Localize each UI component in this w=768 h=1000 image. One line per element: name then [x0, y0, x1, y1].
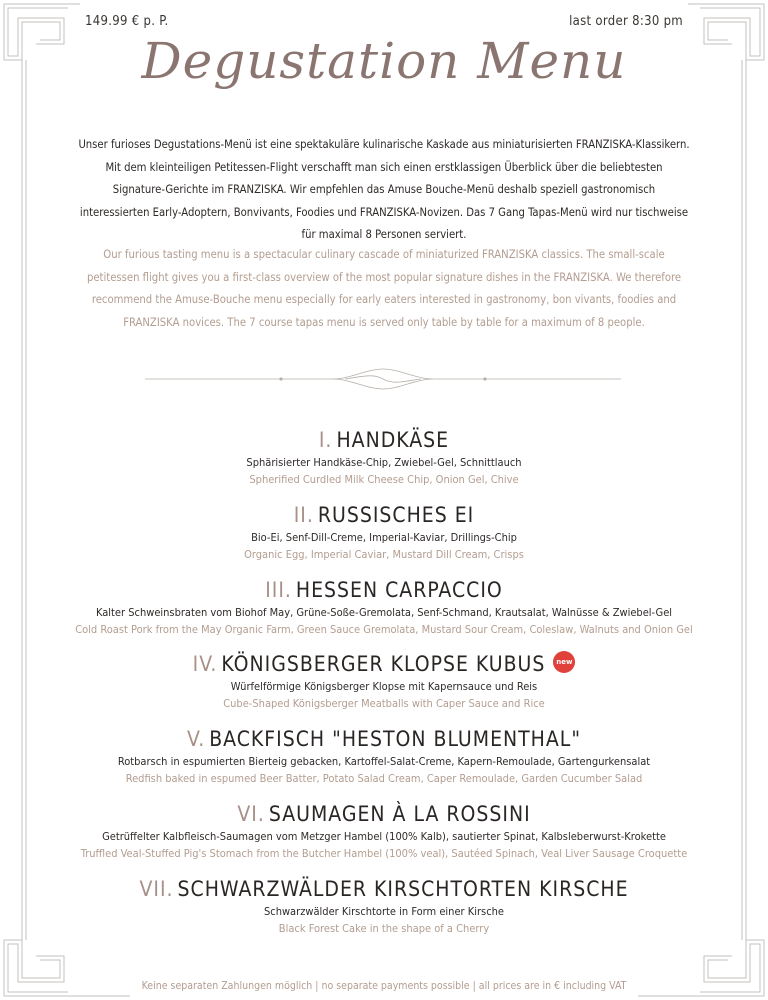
course-title: [40, 726, 728, 752]
course-description-de: Würfelförmige Königsberger Klopse mit Kapernsauce und Reis: [230, 680, 538, 693]
price-per-person: 149.99 € p. P.: [85, 14, 169, 29]
course-name: HANDKÄSE: [336, 428, 450, 452]
course-item: [40, 502, 728, 563]
course-item: [40, 726, 728, 787]
course-numeral: III.: [265, 578, 292, 602]
course-numeral: I.: [318, 428, 333, 452]
course-title: [40, 651, 728, 677]
course-numeral: V.: [186, 727, 206, 751]
course-numeral: II.: [293, 503, 314, 527]
course-item: [40, 876, 728, 937]
course-description-en: Cold Roast Pork from the May Organic Farm, Green Sauce Gremolata, Mustard Sour Cream, Coleslaw, Walnuts and Onion Gel: [75, 623, 693, 636]
course-item: [40, 577, 728, 638]
course-description-de: Bio-Ei, Senf-Dill-Creme, Imperial-Kaviar, Drillings-Chip: [251, 531, 517, 544]
course-description-de: Kalter Schweinsbraten vom Biohof May, Grüne-Soße-Gremolata, Senf-Schmand, Krautsalat, Walnüsse & Zwiebel-Gel: [95, 606, 673, 619]
course-numeral: IV.: [192, 652, 218, 676]
intro-english: Our furious tasting menu is a spectacular culinary cascade of miniaturized FRANZISKA classics. The small-scale petitessen flight gives you a first-class overview of the most popular signature dishes in the FRANZISKA. We therefore recommend the Amuse-Bouche menu especially for early eaters interested in gastronomy, bon vivants, foodies and FRANZISKA novices. The 7 course tapas menu is served only table by table for a maximum of 8 people.: [86, 248, 682, 329]
last-order-time: last order 8:30 pm: [569, 14, 683, 29]
course-title: [40, 577, 728, 603]
course-title: [40, 502, 728, 528]
course-title: [40, 427, 728, 453]
course-description-de: Getrüffelter Kalbfleisch-Saumagen vom Metzger Hambel (100% Kalb), sautierter Spinat, Kalbsleberwurst-Krokette: [102, 830, 666, 843]
course-description-en: Cube-Shaped Königsberger Meatballs with Caper Sauce and Rice: [223, 697, 545, 710]
course-name: HESSEN CARPACCIO: [295, 578, 503, 602]
course-name: KÖNIGSBERGER KLOPSE KUBUS: [221, 652, 546, 676]
intro-german: Unser furioses Degustations-Menü ist eine spektakuläre kulinarische Kaskade aus miniaturisierten FRANZISKA-Klassikern. Mit dem kleinteiligen Petitessen-Flight verschafft man sich einen erstklassigen Überblick über die beliebtesten Signature-Gerichte im FRANZISKA. Wir empfehlen das Amuse Bouche-Menü deshalb speziell gastronomisch interessierten Early-Adoptern, Bonvivants, Foodies und FRANZISKA-Novizen. Das 7 Gang Tapas-Menü wird nur tischweise für maximal 8 Personen serviert.: [78, 138, 690, 242]
course-description-de: Rotbarsch in espumierten Bierteig gebacken, Kartoffel-Salat-Creme, Kapern-Remoulade, Gartengurkensalat: [117, 755, 651, 768]
course-title: [40, 801, 728, 827]
menu-title: Degustation Menu: [141, 32, 627, 90]
course-description-en: Redfish baked in espumed Beer Batter, Potato Salad Cream, Caper Remoulade, Garden Cucumber Salad: [125, 772, 643, 785]
new-badge: new: [553, 651, 575, 673]
course-item: [40, 651, 728, 712]
course-item: [40, 801, 728, 862]
course-name: SCHWARZWÄLDER KIRSCHTORTEN KIRSCHE: [177, 877, 629, 901]
course-name: BACKFISCH "HESTON BLUMENTHAL": [209, 727, 582, 751]
course-description-en: Truffled Veal-Stuffed Pig's Stomach from the Butcher Hambel (100% veal), Sautéed Spinach, Veal Liver Sausage Croquette: [80, 847, 688, 860]
course-numeral: VI.: [237, 802, 265, 826]
course-numeral: VII.: [139, 877, 174, 901]
course-item: [40, 427, 728, 488]
course-description-en: Black Forest Cake in the shape of a Cherry: [278, 922, 490, 935]
course-name: RUSSISCHES EI: [317, 503, 475, 527]
course-description-en: Spherified Curdled Milk Cheese Chip, Onion Gel, Chive: [249, 473, 519, 486]
course-name: SAUMAGEN À LA ROSSINI: [268, 802, 531, 826]
course-description-en: Organic Egg, Imperial Caviar, Mustard Dill Cream, Crisps: [244, 548, 524, 561]
course-description-de: Schwarzwälder Kirschtorte in Form einer Kirsche: [263, 905, 505, 918]
payment-note-footer: Keine separaten Zahlungen möglich | no separate payments possible | all prices are in € including VAT: [141, 980, 627, 992]
course-description-de: Sphärisierter Handkäse-Chip, Zwiebel-Gel, Schnittlauch: [246, 456, 522, 469]
course-title: [40, 876, 728, 902]
ornamental-divider: [145, 365, 621, 393]
